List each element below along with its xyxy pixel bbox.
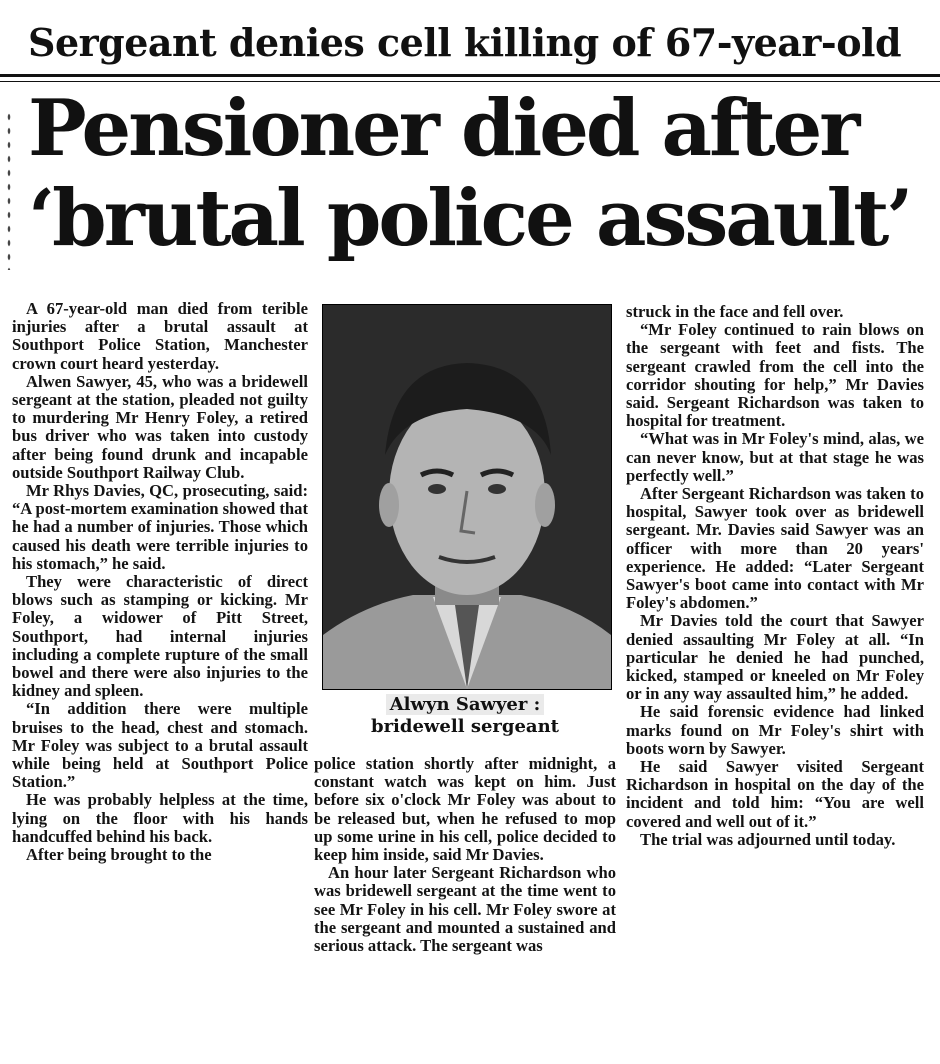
headline-line-2: ‘brutal police assault’ (28, 173, 911, 264)
paragraph: He said forensic evidence had linked marks found on Mr Foley's shirt with boots worn by Sawyer. (626, 702, 924, 758)
paragraph: A 67-year-old man died from terible injuries after a brutal assault at Southport Police Station, Manchester crown court heard yesterday. (12, 299, 308, 373)
headline-line-1: Pensioner died after (28, 83, 858, 174)
margin-decoration (6, 110, 12, 270)
kicker-headline: Sergeant denies cell killing of 67-year-old (28, 20, 902, 65)
photo-caption (314, 694, 616, 738)
paragraph: After Sergeant Richardson was taken to hospital, Sawyer took over as bridewell sergeant. Mr. Davies said Sawyer was an officer with more than 20 years' experience. He added: “Later Sergeant Sawyer's boot came into contact with Mr Foley's abdomen.” (626, 484, 924, 613)
paragraph: The trial was adjourned until today. (640, 829, 896, 849)
article-column-3 (626, 303, 924, 849)
paragraph: He was probably helpless at the time, lying on the floor with his hands handcuffed behind his back. (12, 790, 308, 846)
caption-role: bridewell sergeant (370, 716, 559, 737)
headline-rule (0, 74, 940, 77)
portrait-image (323, 305, 611, 689)
article-column-1 (12, 300, 308, 864)
paragraph: “In addition there were multiple bruises to the head, chest and stomach. Mr Foley was subject to a brutal assault while being held at Southport Police Station.” (12, 699, 308, 792)
paragraph: struck in the face and fell over. (626, 302, 844, 321)
paragraph: After being brought to the (26, 845, 212, 865)
paragraph: Mr Davies told the court that Sawyer denied assaulting Mr Foley at all. “In particular he denied he had punched, kicked, stamped or kneeled on Mr Foley or in any way assaulted him,” he added. (626, 611, 924, 704)
headline-rule-thin (0, 81, 940, 82)
portrait-photo (322, 304, 612, 690)
paragraph: “Mr Foley continued to rain blows on the sergeant with feet and fists. The sergeant crawled from the cell into the corridor shouting for help,” Mr Davies said. Sergeant Richardson was taken to hospital for treatment. (626, 320, 924, 431)
caption-name: Alwyn Sawyer : (386, 694, 545, 715)
paragraph: “What was in Mr Foley's mind, alas, we can never know, but at that stage he was perfectly well.” (626, 429, 924, 485)
paragraph: Mr Rhys Davies, QC, prosecuting, said: “A post-mortem examination showed that he had a number of injuries. Those which caused his death were terrible injuries to his stomach,” he said. (12, 481, 308, 573)
paragraph: They were characteristic of direct blows such as stamping or kicking. Mr Foley, a widower of Pitt Street, Southport, had internal injuries including a complete rupture of the small bowel and there were also injuries to the kidney and spleen. (12, 572, 308, 701)
article-column-2 (314, 755, 616, 955)
paragraph: Alwen Sawyer, 45, who was a bridewell sergeant at the station, pleaded not guilty to murdering Mr Henry Foley, a retired bus driver who was taken into custody after being found drunk and incapable outside Southport Railway Club. (12, 371, 308, 482)
paragraph: He said Sawyer visited Sergeant Richardson in hospital on the day of the incident and told him: “You are well covered and well out of it.” (626, 757, 924, 831)
main-headline (28, 83, 911, 264)
paragraph: police station shortly after midnight, a constant watch was kept on him. Just before six o'clock Mr Foley was about to be released but, when he refused to mop up some urine in his cell, police decided to keep him inside, said Mr Davies. (314, 754, 616, 865)
paragraph: An hour later Sergeant Richardson who was bridewell sergeant at the time went to see Mr Foley in his cell. Mr Foley swore at the sergeant and mounted a sustained and serious attack. The sergeant was (314, 863, 616, 956)
